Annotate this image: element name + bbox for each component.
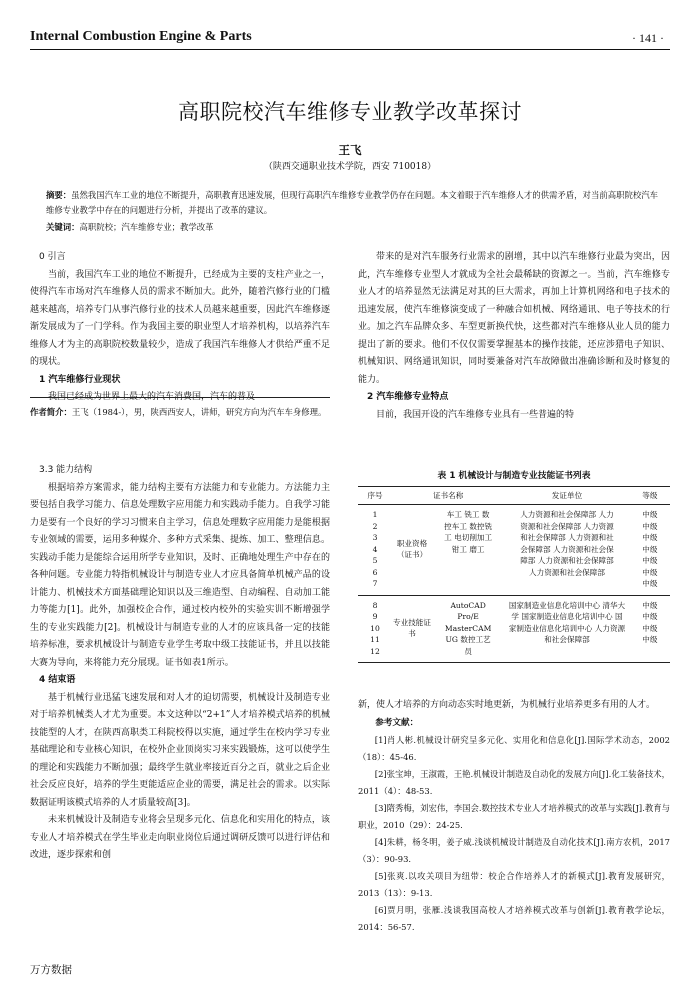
table-header-row (358, 487, 670, 505)
cell-level (630, 595, 670, 663)
table-group-row (358, 595, 670, 663)
cell-category-text: 职业资格（证书） (396, 538, 428, 560)
column-right-bottom (358, 697, 670, 936)
cell-issuer-list: 国家制造业信息化培训中心 清华大学 国家制造业信息化培训中心 国家制造业信息化培训中心 人力资源和社会保障部 (508, 600, 626, 644)
keywords-label: 关键词： (46, 222, 80, 232)
cell-level (630, 505, 670, 596)
paragraph: 目前，我国开设的汽车维修专业具有一些普遍的特 (376, 409, 575, 420)
cell-category-text: 专业技能证书 (393, 617, 431, 639)
cell-no-list: 8 9 10 11 12 (370, 600, 380, 656)
section-heading-1: 1 汽车维修行业现状 (39, 374, 121, 385)
section-heading-2: 2 汽车维修专业特点 (367, 392, 449, 402)
page-number: · 141 · (632, 31, 664, 45)
paragraph: 带来的是对汽车服务行业需求的剧增，其中以汽车维修行业最为突出，因此，汽车维修专业型人才就成为全社会最稀缺的资源之一。当前，汽车维修专业人才的培养显然无法满足对其的巨大需求，再加上计算机网络和电子技术的迅速发展，使汽车维修演变成了一种融合如机械、网络通讯、电子等技术的行业。加之汽车品牌众多、车型更新换代快，这些都对汽车维修从业人员的能力提出了新的要求。他们不仅仅需要掌握基本的操作技能，还应涉猎电子知识、机械知识、网络通讯知识，同时要兼备对汽车故障做出准确诊断和及时修复的能力。 (358, 252, 670, 385)
references-title: 参考文献： (375, 717, 419, 728)
keywords-text: 高职院校；汽车维修专业；教学改革 (79, 222, 214, 232)
paragraph: 未来机械设计及制造专业将会呈现多元化、信息化和实用化的特点，该专业人才培养模式在学生毕业走向职业岗位后通过调研反馈可以进行评估和改进，逐步探索和创 (30, 815, 330, 860)
author-footnote (30, 404, 330, 421)
cell-category (392, 595, 432, 663)
table-header-cell: 证书名称 (392, 487, 504, 505)
cell-issuer-list: 人力资源和社会保障部 人力资源和社会保障部 人力资源和社会保障部 人力资源和社会保障部 人力资源和社会保障部 人力资源和社会保障部 人力资源和社会保障部 (520, 510, 614, 577)
header-rule (30, 49, 670, 50)
cell-name (432, 595, 504, 663)
paragraph: 基于机械行业迅猛飞速发展和对人才的迫切需要，机械设计及制造专业对于培养机械类人才尤为重要。本文这种以“2+1”人才培养模式培养的机械技能型的人才，在陕西高职类工科院校得以实施，通过学生在校内学习专业基础理论和专业核心知识，在校外企业顶岗实习来实践锻炼，这可以使学生的理论和实践能力不断加强；最终学生就业率接近百分之百，就业之后企业社会反应良好，培养的学生更能适应企业的需要，满足社会的需求。以实际数据证明该模式培养的人才质量较高[3]。 (30, 692, 330, 808)
cell-name-list: AutoCAD Pro/E MasterCAM UG 数控工艺员 (444, 600, 492, 656)
reference-item: [6]贾月明，张雁.浅谈我国高校人才培养模式改革与创新[J].教育教学论坛，2014：56-57. (358, 905, 670, 932)
cell-no-list: 1 2 3 4 5 6 7 (372, 510, 378, 588)
abstract-text: 虽然我国汽车工业的地位不断提升，高职教育迅速发展，但现行高职汽车维修专业教学仍存在问题。本文着眼于汽车维修人才的供需矛盾，对当前高职院校汽车维修专业教学中存在的问题进行分析，并提出了改革的建议。 (46, 190, 658, 215)
section-heading-3-3: 3.3 能力结构 (39, 465, 93, 475)
keywords (46, 221, 658, 233)
journal-name: Internal Combustion Engine & Parts (30, 29, 252, 44)
reference-item: [5]张爽.以攻关项目为纽带：校企合作培养人才的新模式[J].教育发展研究，2013（13）：9-13. (358, 871, 670, 898)
reference-item: [3]隋秀梅，刘宏伟，李国会.数控技术专业人才培养模式的改革与实践[J].教育与职业，2010（29）：24-25. (358, 803, 670, 830)
source-watermark: 万方数据 (30, 964, 72, 976)
footnote-label: 作者简介： (30, 407, 72, 417)
cell-category (392, 505, 432, 596)
section-heading-0: 0 引言 (39, 252, 66, 262)
abstract-label: 摘要： (46, 190, 72, 200)
reference-item: [2]张宝坤，王淑霞，王艳.机械设计制造及自动化的发展方向[J].化工装备技术，2011（4）：48-53. (358, 769, 670, 796)
reference-item: [1]肖人彬.机械设计研究呈多元化、实用化和信息化[J].国际学术动态，2002（18）：45-46. (358, 735, 670, 762)
footnote-text: 王飞（1984-），男，陕西西安人，讲师，研究方向为汽车车身修理。 (71, 407, 327, 417)
table-header-cell: 发证单位 (504, 487, 629, 505)
cell-level-list: 中级 中级 中级 中级 (642, 600, 658, 644)
table-header-cell: 序号 (358, 487, 392, 505)
paragraph: 新，使人才培养的方向动态实时地更新，为机械行业培养更多有用的人才。 (358, 700, 656, 710)
cell-level-list: 中级 中级 中级 中级 中级 中级 中级 (642, 510, 658, 588)
reference-item: [4]朱耕，杨冬明，姜子威.浅谈机械设计制造及自动化技术[J].南方农机，2017（3）：90-93. (358, 837, 670, 864)
paragraph: 我国已经成为世界上最大的汽车消费国，汽车的普及 (48, 392, 256, 402)
paragraph: 根据培养方案需求，能力结构主要有方法能力和专业能力。方法能力主要包括自我学习能力、信息处理数字应用能力和实践动手能力。自我学习能力是要有一个良好的学习习惯来自主学习，信息处理数字应用能力是能根据专业领域的需要，运用多种媒介、多种方式采集、提炼、加工、整理信息。实践动手能力是能综合运用所学专业知识，及时、正确地处理生产中存在的各种问题。专业能力特指机械设计与制造专业人才应具备简单机械产品的设计能力、机械技术方面基础理论知识以及三维造型、自动编程、自动加工能力等能力[1]。此外，加强校企合作，通过校内校外的实验实训不断增强学生的专业实践能力[2]。机械设计与制造专业的人才的应该具备一定的技能培养标准，要求机械设计与制造专业学生考取中级工技能证书，并且以技能大赛为导向，来将能力充分展现。证书如表1所示。 (30, 482, 330, 668)
cell-name-list: 车工 铣工 数控车工 数控铣工 电切削加工 钳工 磨工 (444, 510, 493, 554)
table-header-cell: 等级 (630, 487, 670, 505)
cell-issuer (504, 505, 629, 596)
cell-no (358, 505, 392, 596)
footnote-rule (30, 397, 330, 398)
paragraph: 当前，我国汽车工业的地位不断提升，已经成为主要的支柱产业之一，使得汽车市场对汽车维修人员的需求不断加大。此外，随着汽修行业的门槛越来越高，培养专门从事汽修行业的技术人员越来越重要，因此汽车维修逐渐发展成为了一门学科。作为我国主要的职业型人才培养机构，以培养汽车维修人才为主的高职院校数量较少，造成了我国汽车维修人才供给严重不足的现状。 (30, 269, 330, 367)
column-left-top (30, 249, 330, 407)
cell-no (358, 595, 392, 663)
table-group-row (358, 505, 670, 596)
table-caption: 表 1 机械设计与制造专业技能证书列表 (437, 471, 591, 481)
abstract (46, 188, 658, 218)
cell-issuer (504, 595, 629, 663)
certificate-table (358, 486, 670, 663)
author-name: 王飞 (338, 143, 362, 157)
author-affiliation: （陕西交通职业技术学院，西安 710018） (263, 162, 437, 172)
article-title: 高职院校汽车维修专业教学改革探讨 (178, 100, 522, 124)
reference-list (358, 732, 670, 936)
column-right-top (358, 249, 670, 424)
cell-name (432, 505, 504, 596)
section-heading-4: 4 结束语 (39, 675, 76, 685)
column-left-bottom (30, 462, 330, 865)
